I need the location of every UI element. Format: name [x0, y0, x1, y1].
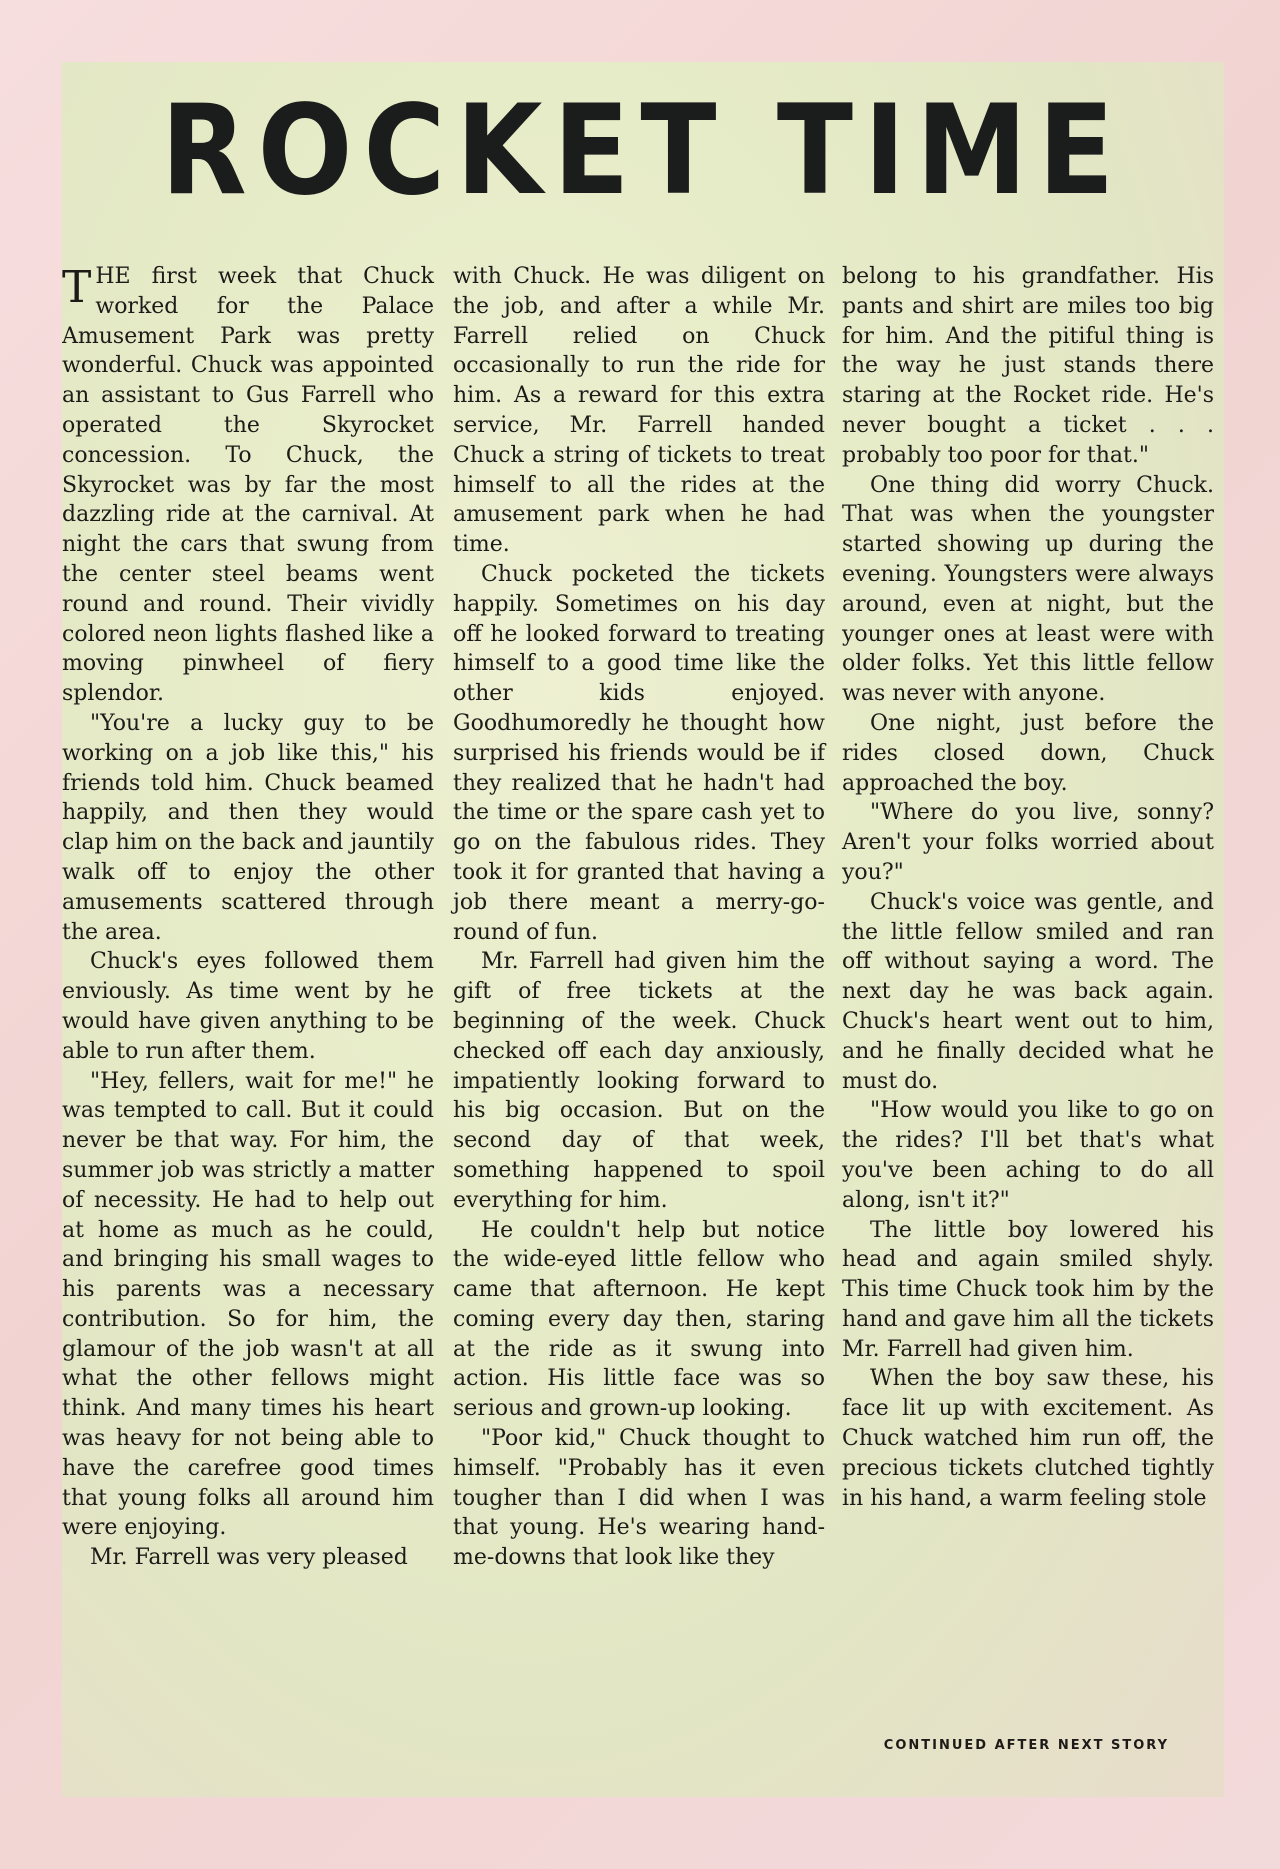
paragraph: with Chuck. He was diligent on the job, and after a while Mr. Farrell relied on Chuck occasionally to run the ride for him. As a reward for this extra service, Mr. Farrell handed Chuck a string of tickets to treat himself to all the rides at the amusement park when he had time. — [453, 264, 825, 558]
paragraph: "Where do you live, sonny? Aren't your folks worried about you?" — [842, 800, 1214, 885]
paragraph: Chuck's voice was gentle, and the little fellow smiled and ran off without saying a word. The next day he was back again. Chuck's heart went out to him, and he finally decided what he must do. — [842, 889, 1214, 1094]
paragraph: Mr. Farrell was very pleased — [90, 1545, 408, 1571]
column-2 — [453, 262, 825, 1573]
paragraph: One thing did worry Chuck. That was when the youngster started showing up during the evening. Youngsters were always around, even at night, but the younger ones at least were with older folks. Yet this little fellow was never with anyone. — [842, 472, 1214, 707]
paragraph: The little boy lowered his head and again smiled shyly. This time Chuck took him by the hand and gave him all the tickets Mr. Farrell had given him. — [842, 1217, 1214, 1362]
column-3 — [842, 262, 1214, 1513]
paragraph: "You're a lucky guy to be working on a job like this," his friends told him. Chuck beamed happily, and then they would clap him on the back and jauntily walk off to enjoy the other amusements scattered through the area. — [62, 710, 434, 945]
paragraph: "Hey, fellers, wait for me!" he was tempted to call. But it could never be that way. For him, the summer job was strictly a matter of necessity. He had to help out at home as much as he could, and bringing his small wages to his parents was a necessary contribution. So for him, the glamour of the job wasn't at all what the other fellows might think. And many times his heart was heavy for not being able to have the carefree good times that young folks all around him were enjoying. — [62, 1068, 434, 1541]
paragraph: He couldn't help but notice the wide-eyed little fellow who came that afternoon. He kept coming every day then, staring at the ride as it swung into action. His little face was so serious and grown-up looking. — [453, 1217, 825, 1422]
paragraph: When the boy saw these, his face lit up with excitement. As Chuck watched him run off, the precious tickets clutched tightly in his hand, a warm feeling stole — [842, 1366, 1214, 1511]
drop-cap: T — [62, 262, 92, 313]
paragraph: Mr. Farrell had given him the gift of free tickets at the beginning of the week. Chuck checked off each day anxiously, impatiently looking forward to his big occasion. But on the second day of that week, something happened to spoil everything for him. — [453, 949, 825, 1213]
story-title: ROCKET TIME — [160, 79, 1126, 223]
paragraph-text: HE first week that Chuck worked for the Palace Amusement Park was pretty wonderful. Chuck was appointed an assistant to Gus Farrell who operated the Skyrocket concession. To Chuck, the Skyrocket was by far the most dazzling ride at the carnival. At night the cars that swung from the center steel beams went round and round. Their vividly colored neon lights flashed like a moving pinwheel of fiery splendor. — [62, 264, 434, 707]
paragraph — [62, 262, 434, 709]
paragraph: belong to his grandfather. His pants and shirt are miles too big for him. And the pitiful thing is the way he just stands there staring at the Rocket ride. He's never bought a ticket . . . probably too poor for that." — [842, 264, 1214, 468]
column-1 — [62, 262, 434, 1573]
paragraph: One night, just before the rides closed down, Chuck approached the boy. — [842, 710, 1214, 796]
paragraph: "How would you like to go on the rides? I'll bet that's what you've been aching to do all along, isn't it?" — [842, 1098, 1214, 1213]
text-story-panel — [62, 62, 1224, 1797]
paragraph: "Poor kid," Chuck thought to himself. "Probably has it even tougher than I did when I was that young. He's wearing hand-me-downs that look like they — [453, 1426, 825, 1571]
continued-note: CONTINUED AFTER NEXT STORY — [883, 1738, 1169, 1753]
paragraph: Chuck pocketed the tickets happily. Sometimes on his day off he looked forward to treating himself to a good time like the other kids enjoyed. Goodhumoredly he thought how surprised his friends would be if they realized that he hadn't had the time or the spare cash yet to go on the fabulous rides. They took it for granted that having a job there meant a merry-go-round of fun. — [453, 561, 825, 945]
paragraph: Chuck's eyes followed them enviously. As time went by he would have given anything to be able to run after them. — [62, 949, 434, 1064]
